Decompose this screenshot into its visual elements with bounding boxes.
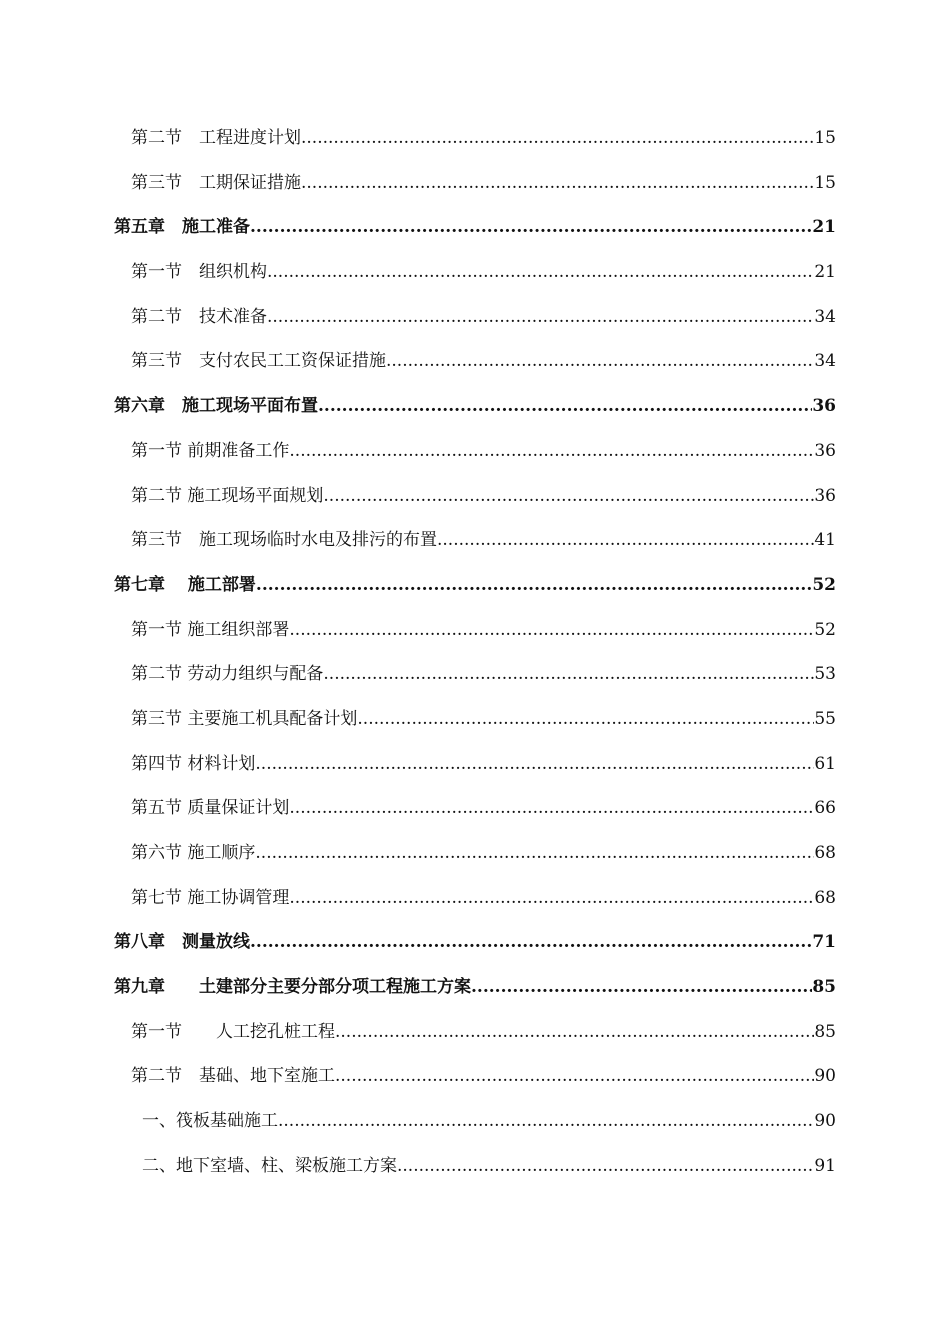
toc-entry-section[interactable] xyxy=(0,880,950,925)
toc-page-number: 15 xyxy=(814,172,836,193)
toc-entry-section[interactable] xyxy=(0,120,950,165)
toc-entry-title: 一、筏板基础施工 xyxy=(142,1111,278,1132)
toc-page-number: 68 xyxy=(814,843,836,863)
toc-dot-leader xyxy=(437,522,814,558)
toc-entry-subsection[interactable] xyxy=(0,1103,950,1148)
toc-dot-leader xyxy=(267,254,814,290)
toc-dot-leader xyxy=(318,388,812,424)
toc-page-number: 71 xyxy=(812,932,836,953)
toc-entry-chapter[interactable] xyxy=(0,388,950,433)
toc-page-number: 52 xyxy=(812,574,836,595)
toc-entry-section[interactable] xyxy=(0,612,950,657)
toc-entry-title: 第三节 支付农民工工资保证措施 xyxy=(131,351,386,372)
toc-entry-title: 第八章 测量放线 xyxy=(114,932,250,953)
toc-page-number: 41 xyxy=(814,530,836,551)
toc-dot-leader xyxy=(335,1058,814,1094)
toc-entry-section[interactable] xyxy=(0,433,950,478)
toc-page-number: 91 xyxy=(814,1155,836,1176)
toc-entry-chapter[interactable] xyxy=(0,567,950,612)
toc-page-number: 52 xyxy=(814,619,836,640)
toc-entry-title: 第九章 土建部分主要分部分项工程施工方案 xyxy=(114,977,471,998)
toc-dot-leader xyxy=(278,1103,814,1139)
toc-entry-title: 第二节 施工现场平面规划 xyxy=(131,485,324,506)
toc-entry-section[interactable] xyxy=(0,299,950,344)
toc-entry-title: 第一节 施工组织部署 xyxy=(131,619,290,640)
toc-dot-leader xyxy=(397,1148,814,1184)
toc-page-number: 21 xyxy=(814,262,836,283)
toc-dot-leader xyxy=(255,746,814,782)
toc-entry-title: 第七章 施工部署 xyxy=(114,574,256,595)
toc-dot-leader xyxy=(289,790,814,826)
toc-page-number: 61 xyxy=(814,753,836,774)
toc-entry-title: 第一节 人工挖孔桩工程 xyxy=(131,1021,335,1042)
toc-page-number: 90 xyxy=(814,1066,836,1087)
toc-entry-section[interactable] xyxy=(0,343,950,388)
toc-page-number: 85 xyxy=(812,977,836,998)
toc-entry-section[interactable] xyxy=(0,656,950,701)
toc-page-number: 66 xyxy=(814,798,836,819)
toc-page-number: 34 xyxy=(814,306,836,327)
toc-entry-title: 第二节 劳动力组织与配备 xyxy=(131,664,324,685)
toc-entry-title: 第六章 施工现场平面布置 xyxy=(114,396,318,417)
toc-entry-title: 第四节 材料计划 xyxy=(131,753,256,774)
toc-dot-leader xyxy=(289,433,814,469)
toc-entry-section[interactable] xyxy=(0,1058,950,1103)
toc-entry-title: 第一节 组织机构 xyxy=(131,262,267,283)
toc-entry-section[interactable] xyxy=(0,165,950,210)
toc-entry-title: 第七节 施工协调管理 xyxy=(131,887,290,908)
toc-dot-leader xyxy=(323,478,814,514)
toc-entry-section[interactable] xyxy=(0,790,950,835)
toc-entry-title: 第三节 主要施工机具配备计划 xyxy=(131,708,358,729)
toc-dot-leader xyxy=(250,209,812,245)
toc-entry-title: 第五章 施工准备 xyxy=(114,217,250,238)
toc-page-number: 85 xyxy=(814,1021,836,1042)
toc-page-number: 36 xyxy=(814,440,836,461)
toc-entry-section[interactable] xyxy=(0,701,950,746)
toc-entry-subsection[interactable] xyxy=(0,1148,950,1193)
toc-entry-title: 第三节 工期保证措施 xyxy=(131,172,301,193)
toc-dot-leader xyxy=(289,612,814,648)
toc-entry-title: 二、地下室墙、柱、梁板施工方案 xyxy=(142,1155,397,1176)
toc-entry-title: 第二节 技术准备 xyxy=(131,306,267,327)
toc-entry-title: 第五节 质量保证计划 xyxy=(131,798,290,819)
toc-entry-title: 第六节 施工顺序 xyxy=(131,843,256,863)
toc-entry-section[interactable] xyxy=(0,254,950,299)
toc-dot-leader xyxy=(289,880,814,916)
toc-dot-leader xyxy=(323,656,814,692)
toc-page-number: 90 xyxy=(814,1111,836,1132)
toc-entry-section[interactable] xyxy=(0,746,950,791)
toc-entry-title: 第二节 基础、地下室施工 xyxy=(131,1066,335,1087)
toc-dot-leader xyxy=(471,969,812,1005)
toc-dot-leader xyxy=(357,701,814,737)
toc-entry-chapter[interactable] xyxy=(0,924,950,969)
toc-dot-leader xyxy=(267,299,814,335)
table-of-contents xyxy=(0,120,950,1193)
toc-page-number: 53 xyxy=(814,664,836,685)
toc-dot-leader xyxy=(301,165,814,201)
toc-dot-leader xyxy=(301,120,814,156)
toc-dot-leader xyxy=(335,1014,814,1050)
toc-entry-title: 第一节 前期准备工作 xyxy=(131,440,290,461)
toc-dot-leader xyxy=(255,835,814,871)
toc-dot-leader xyxy=(256,567,812,603)
toc-page-number: 36 xyxy=(812,396,836,417)
toc-page-number: 15 xyxy=(814,128,836,148)
toc-page-number: 21 xyxy=(812,217,836,238)
toc-page-number: 68 xyxy=(814,887,836,908)
toc-entry-section[interactable] xyxy=(0,522,950,567)
toc-page-number: 55 xyxy=(814,708,836,729)
toc-entry-title: 第二节 工程进度计划 xyxy=(131,128,301,148)
toc-page-number: 34 xyxy=(814,351,836,372)
toc-dot-leader xyxy=(250,924,812,960)
toc-entry-chapter[interactable] xyxy=(0,969,950,1014)
toc-entry-section[interactable] xyxy=(0,1014,950,1059)
toc-entry-section[interactable] xyxy=(0,478,950,523)
toc-entry-section[interactable] xyxy=(0,835,950,880)
toc-entry-chapter[interactable] xyxy=(0,209,950,254)
toc-page-number: 36 xyxy=(814,485,836,506)
toc-entry-title: 第三节 施工现场临时水电及排污的布置 xyxy=(131,530,437,551)
toc-dot-leader xyxy=(386,343,814,379)
